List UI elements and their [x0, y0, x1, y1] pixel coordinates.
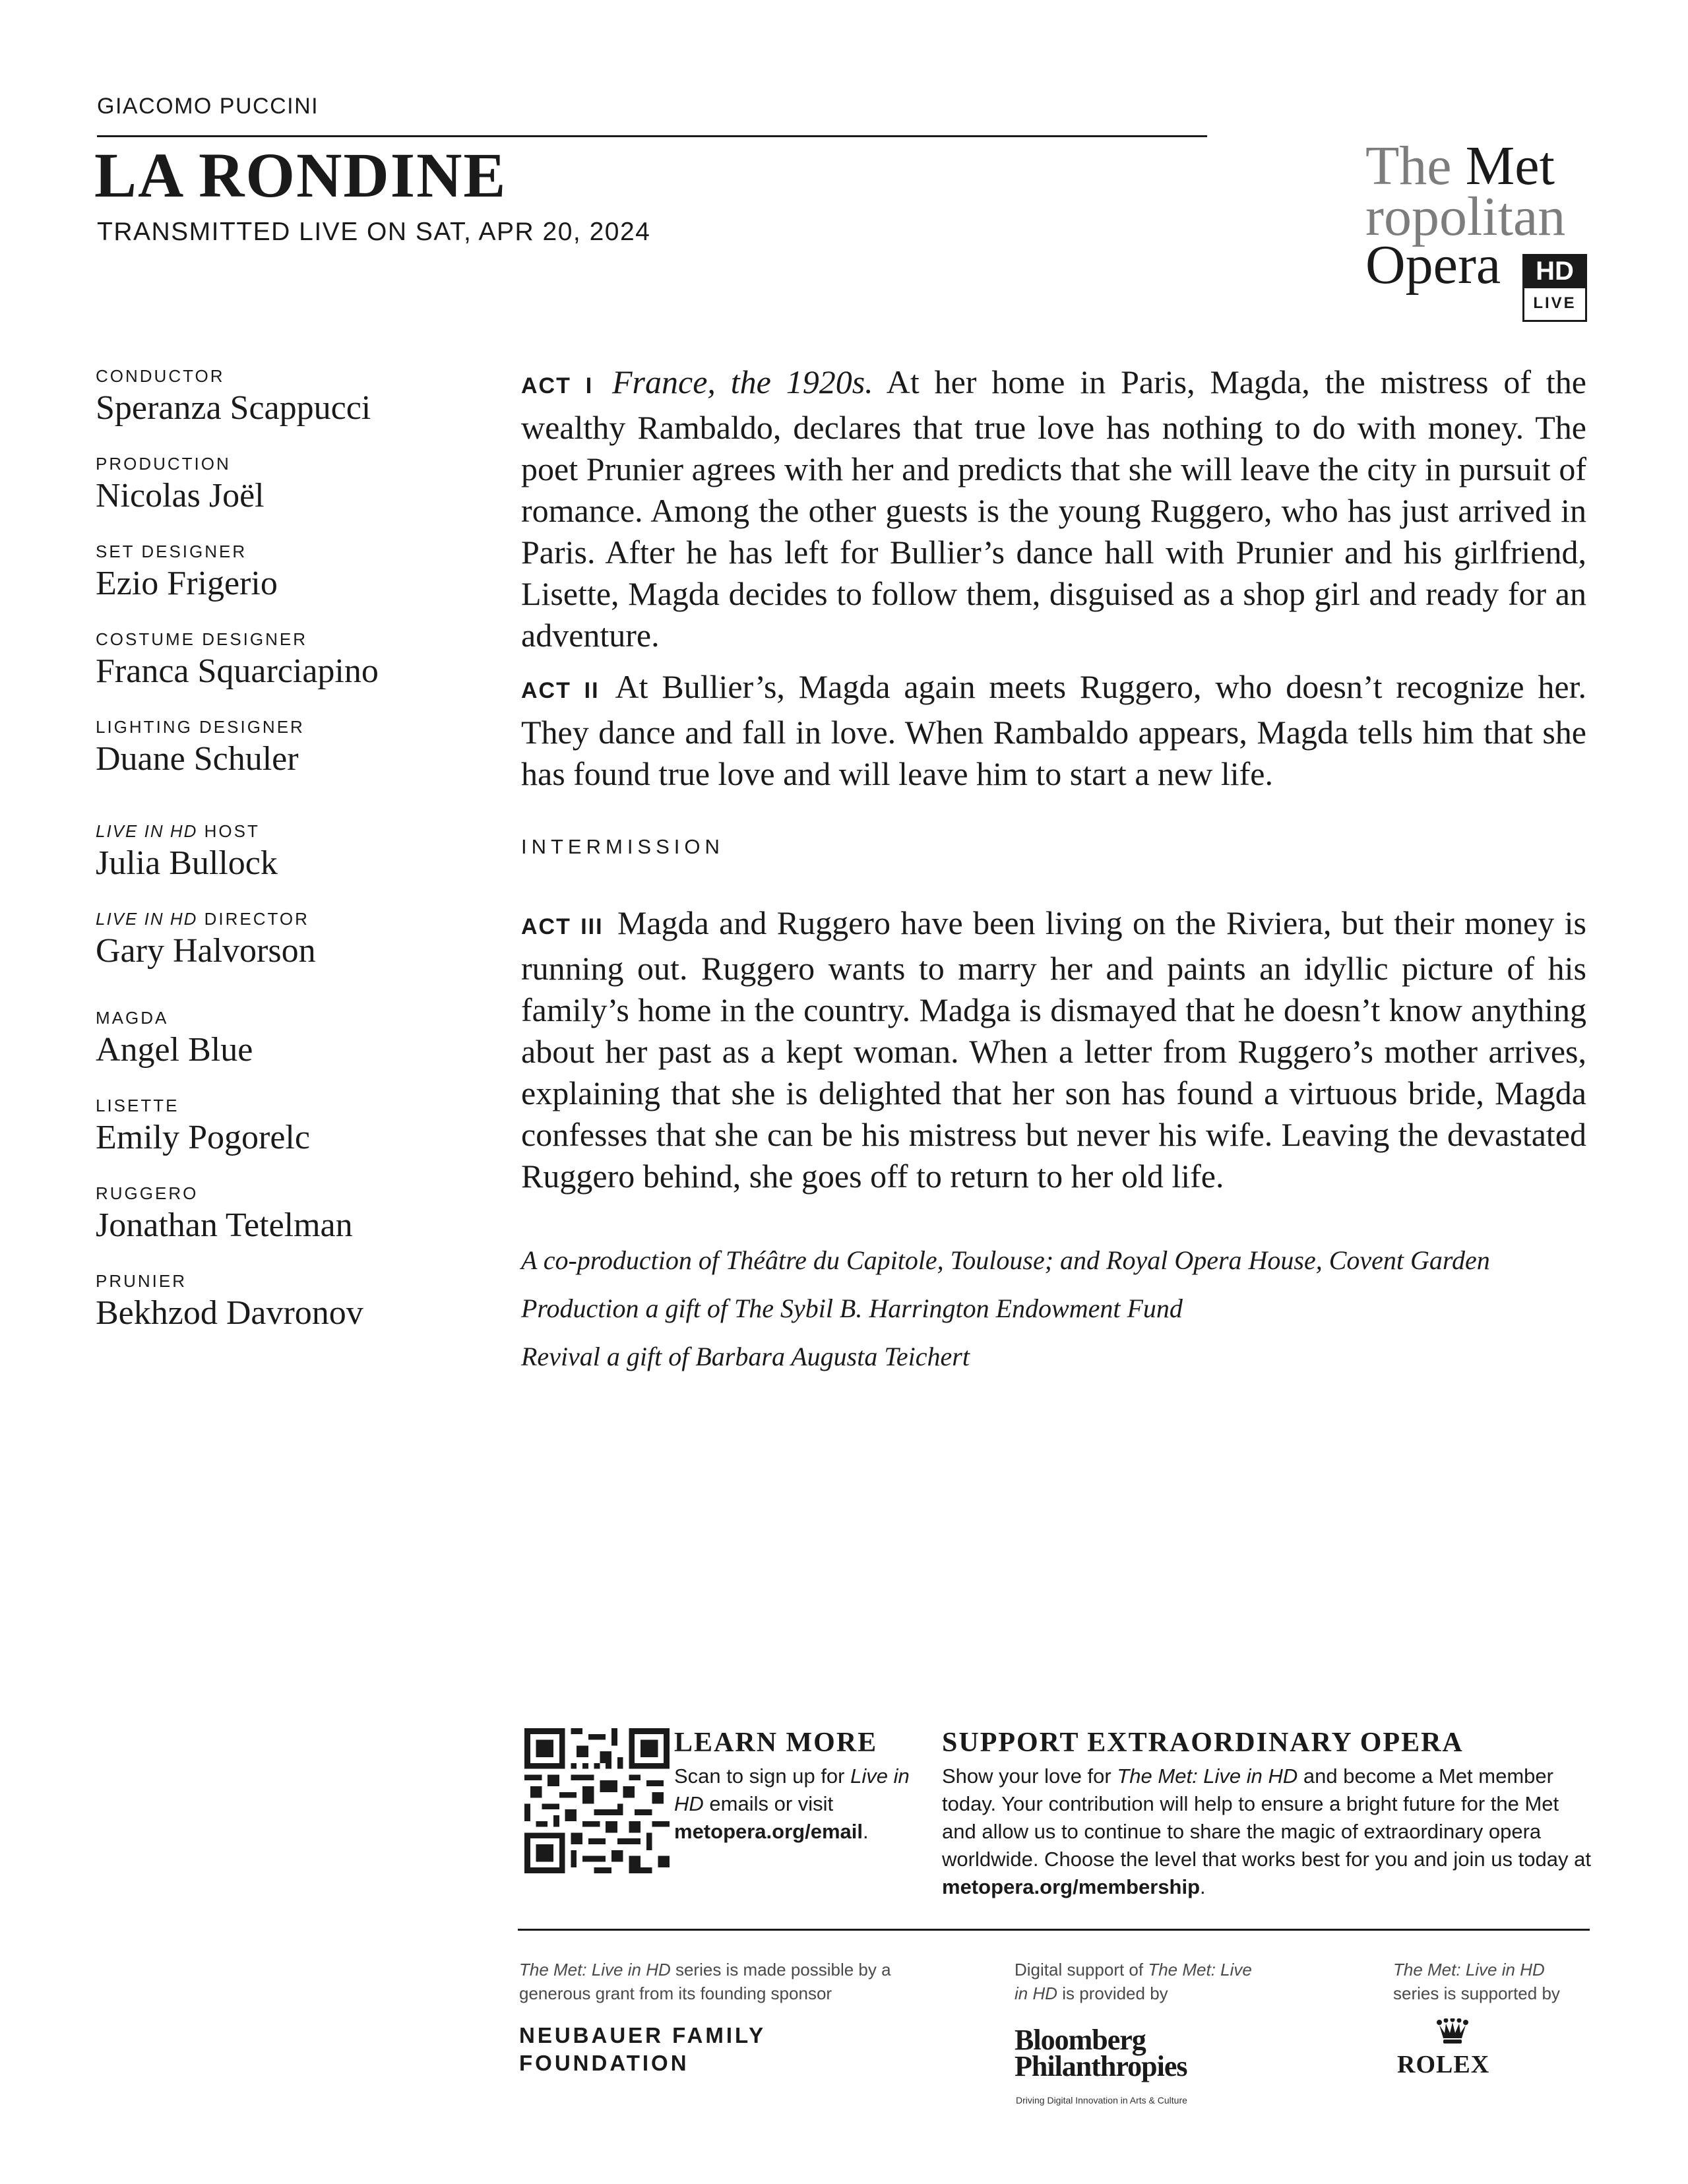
credit-name: Angel Blue [96, 1031, 253, 1069]
credit-production [96, 454, 265, 516]
credit-name: Ezio Frigerio [96, 565, 278, 602]
hd-live-badge [1522, 254, 1587, 323]
learn-more-text-end: . [862, 1820, 869, 1843]
support-text-end: . [1200, 1875, 1206, 1898]
rolex-logo: ROLEX [1397, 2051, 1490, 2078]
bloomberg-name-line2: Philanthropies [1015, 2050, 1187, 2082]
credit-role: COSTUME DESIGNER [96, 629, 308, 649]
credit-ruggero [96, 1183, 353, 1245]
credit-name: Julia Bullock [96, 844, 278, 882]
credit-hd-director [96, 909, 316, 971]
credit-role-italic: LIVE IN HD [96, 821, 198, 841]
credit-name: Franca Squarciapino [96, 652, 379, 690]
qr-code-icon[interactable] [524, 1728, 670, 1873]
footer-divider [518, 1929, 1590, 1931]
synopsis [521, 361, 1586, 795]
credit-set-designer [96, 542, 278, 604]
credit-magda [96, 1008, 253, 1070]
credit-costume-designer [96, 629, 379, 691]
rolex-note-text: series is supported by [1393, 1983, 1560, 2003]
act-1-paragraph [521, 361, 1586, 656]
bloomberg-note-b: is provided by [1057, 1983, 1168, 2003]
synopsis-act-3 [521, 902, 1586, 1197]
neubauer-note-text: series is made possible by a generous grant from its founding sponsor [519, 1960, 891, 2003]
rolex-note [1393, 1958, 1591, 2005]
composer-name: GIACOMO PUCCINI [97, 94, 319, 119]
credit-name: Duane Schuler [96, 740, 299, 778]
credit-name: Speranza Scappucci [96, 389, 371, 427]
email-link[interactable]: metopera.org/email [674, 1820, 863, 1843]
credit-role: CONDUCTOR [96, 366, 225, 386]
act-3-text: Magda and Ruggero have been living on the Riviera, but their money is running out. Ruggero wants to marry her and paints an idyllic picture of his family’s home in the country. Madga is dismayed that he doesn’t know anything about her past as a kept woman. When a letter from Ruggero’s mother arrives, explaining that she is delighted that her son has found a virtuous bride, Magda confesses that she can be his mistress but never his wife. Leaving the devastated Ruggero behind, she goes off to return to her old life. [521, 904, 1587, 1195]
credit-name: Bekhzod Davronov [96, 1294, 363, 1332]
hd-label: HD [1522, 254, 1587, 288]
bloomberg-note [1015, 1958, 1265, 2005]
act-3-label: ACT III [521, 914, 604, 939]
credit-role: PRUNIER [96, 1271, 187, 1291]
learn-more-text-b: emails or visit [703, 1792, 834, 1815]
neubauer-note-italic: The Met: Live in HD [519, 1960, 671, 1980]
logo-opera: Opera [1365, 234, 1501, 296]
met-opera-hd-logo [1359, 135, 1590, 330]
logo-ropolitan: ropolitan [1365, 186, 1566, 247]
credit-role: LIGHTING DESIGNER [96, 717, 305, 737]
credit-role: LISETTE [96, 1096, 179, 1115]
credit-role: PRODUCTION [96, 454, 231, 474]
credit-role: SET DESIGNER [96, 542, 247, 561]
production-gift-note: Production a gift of The Sybil B. Harrington Endowment Fund [521, 1294, 1183, 1323]
act-1-label: ACT I [521, 373, 594, 398]
neubauer-foundation-logo [519, 2022, 766, 2077]
credit-role-suffix: HOST [197, 821, 260, 841]
act-2-text: At Bullier’s, Magda again meets Ruggero, who doesn’t recognize her. They dance and fall in love. When Rambaldo appears, Magda tells him that she has found true love and will leave him to start a new life. [521, 668, 1586, 792]
support-text [942, 1763, 1595, 1901]
transmission-date: TRANSMITTED LIVE ON SAT, APR 20, 2024 [97, 218, 651, 246]
learn-more-title: LEARN MORE [674, 1728, 878, 1758]
credit-name: Emily Pogorelc [96, 1119, 310, 1156]
bloomberg-note-italic: The Met: Live in HD [1015, 1960, 1252, 2003]
learn-more-text-italic: Live in HD [674, 1764, 910, 1815]
membership-link[interactable]: metopera.org/membership [942, 1875, 1201, 1898]
support-title: SUPPORT EXTRAORDINARY OPERA [942, 1728, 1464, 1758]
learn-more-text-a: Scan to sign up for [674, 1764, 851, 1788]
neubauer-name-line2: FOUNDATION [519, 2051, 689, 2075]
rolex-note-italic: The Met: Live in HD [1393, 1960, 1545, 1980]
credit-conductor [96, 366, 371, 428]
credit-lisette [96, 1096, 310, 1158]
support-text-b: and become a Met member today. Your contribution will help to ensure a bright future for the Met and allow us to continue to share the magic of extraordinary opera worldwide. Choose the level that works best for you and join us today at [942, 1764, 1591, 1871]
credit-prunier [96, 1271, 363, 1333]
support-text-italic: The Met: Live in HD [1117, 1764, 1298, 1788]
opera-title: LA RONDINE [94, 140, 507, 210]
bloomberg-tagline: Driving Digital Innovation in Arts & Culture [1016, 2095, 1187, 2106]
header-divider [97, 135, 1207, 137]
act-2-paragraph [521, 666, 1586, 795]
logo-the: The [1365, 135, 1466, 197]
rolex-crown-icon [1437, 2018, 1468, 2045]
credit-role: RUGGERO [96, 1183, 199, 1203]
credit-role [96, 821, 278, 841]
coproduction-note: A co-production of Théâtre du Capitole, Toulouse; and Royal Opera House, Covent Garden [521, 1245, 1490, 1275]
revival-gift-note: Revival a gift of Barbara Augusta Teichert [521, 1342, 970, 1371]
credit-lighting-designer [96, 717, 305, 779]
credit-role-suffix: DIRECTOR [197, 909, 309, 929]
live-label: LIVE [1522, 288, 1587, 322]
neubauer-name-line1: NEUBAUER FAMILY [519, 2023, 766, 2047]
intermission-label: INTERMISSION [521, 835, 724, 858]
credit-name: Jonathan Tetelman [96, 1206, 353, 1244]
neubauer-note [519, 1958, 915, 2005]
credit-role [96, 909, 316, 929]
credit-name: Nicolas Joël [96, 477, 265, 515]
bloomberg-note-a: Digital support of [1015, 1960, 1148, 1980]
act-1-text: At her home in Paris, Magda, the mistress of the wealthy Rambaldo, declares that true love has nothing to do with money. The poet Prunier agrees with her and predicts that she will leave the city in pursuit of romance. Among the other guests is the young Ruggero, who has just arrived in Paris. After he has left for Bullier’s dance hall with Prunier and his girlfriend, Lisette, Magda decides to follow them, disguised as a shop girl and ready for an adventure. [521, 363, 1586, 654]
credit-role-italic: LIVE IN HD [96, 909, 198, 929]
bloomberg-name-line1: Bloomberg [1015, 2024, 1146, 2056]
act-3-paragraph [521, 902, 1586, 1197]
credit-hd-host [96, 821, 278, 883]
act-1-setting: France, the 1920s. [612, 363, 873, 400]
credit-name: Gary Halvorson [96, 932, 316, 970]
act-2-label: ACT II [521, 678, 600, 703]
credit-role: MAGDA [96, 1008, 169, 1028]
support-text-a: Show your love for [942, 1764, 1117, 1788]
learn-more-text [674, 1763, 912, 1846]
logo-met: Met [1465, 135, 1555, 197]
bloomberg-philanthropies-logo [1015, 2024, 1187, 2082]
